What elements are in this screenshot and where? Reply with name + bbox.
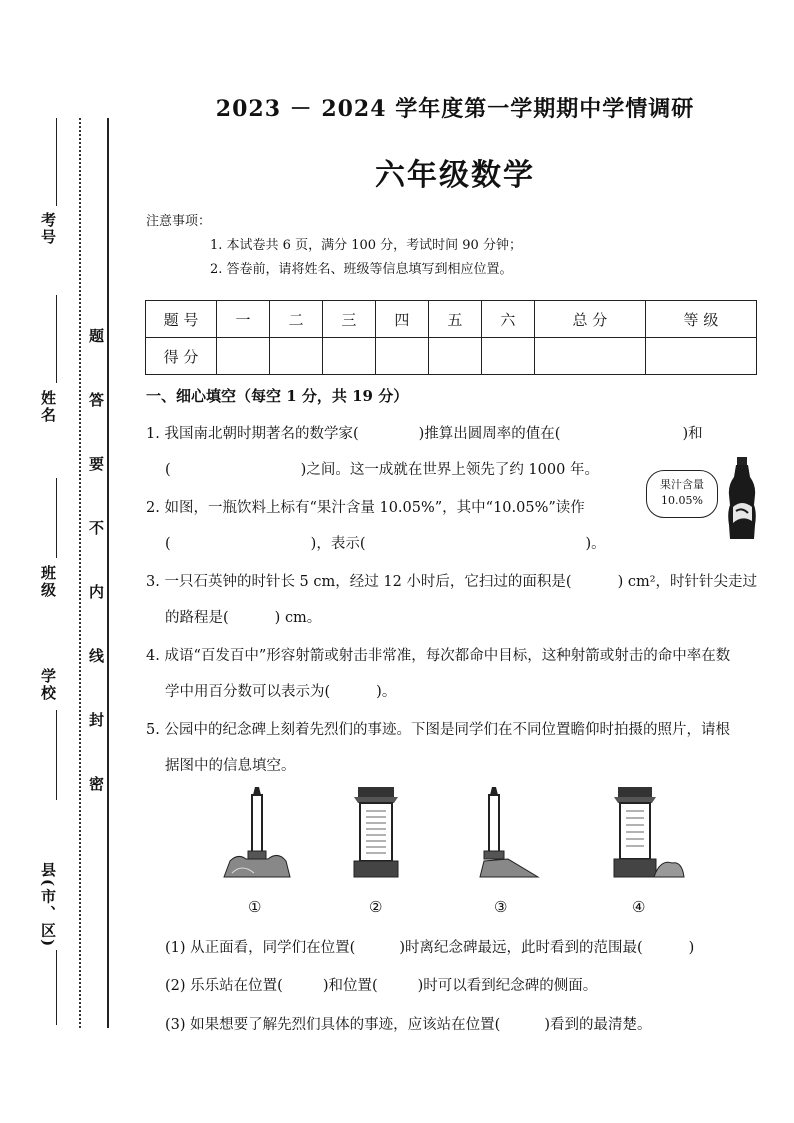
- score-cell[interactable]: [217, 338, 270, 375]
- question-1-line-1: [146, 422, 703, 443]
- score-header-cell: 等 级: [645, 301, 756, 338]
- photo-label: ④: [632, 898, 646, 916]
- s2-text-b: )和位置(: [322, 978, 378, 994]
- sub-question-3: [165, 1013, 651, 1034]
- photo-label: ③: [494, 898, 508, 916]
- q1-text-b: )推算出圆周率的值在(: [418, 426, 561, 442]
- photo-label: ②: [369, 898, 383, 916]
- score-table: [145, 300, 757, 375]
- school-rule: [56, 710, 57, 800]
- notes-item: 1. 本试卷共 6 页，满分 100 分，考试时间 90 分钟；: [210, 238, 522, 253]
- q4-text-b: 学中用百分数可以表示为(: [165, 684, 331, 700]
- question-5-line-1: [146, 718, 730, 739]
- score-header-cell: 三: [322, 301, 375, 338]
- s1-text-a: (1) 从正面看，同学们在位置(: [165, 940, 356, 956]
- score-header-cell: 六: [481, 301, 534, 338]
- question-5-line-2: [165, 754, 296, 775]
- s1-text-b: )时离纪念碑最远，此时看到的范围最(: [399, 940, 643, 956]
- county-rule: [56, 950, 57, 1025]
- class-rule: [56, 478, 57, 558]
- q1-text-d: (: [165, 462, 171, 478]
- score-header-cell: 题 号: [146, 301, 217, 338]
- score-row-label: 得 分: [146, 338, 217, 375]
- score-cell[interactable]: [534, 338, 645, 375]
- sub-question-1: [165, 936, 694, 957]
- class-label: 班级: [39, 565, 57, 599]
- seal-char: 题: [87, 328, 105, 345]
- score-header-row: [146, 301, 757, 338]
- q5-text-b: 据图中的信息填空。: [165, 758, 296, 774]
- notes-block: [146, 210, 522, 282]
- s2-text-a: (2) 乐乐站在位置(: [165, 978, 283, 994]
- s1-text-c: ): [688, 940, 695, 956]
- score-header-cell: 四: [375, 301, 428, 338]
- photo-label: ①: [248, 898, 262, 916]
- score-header-cell: 二: [269, 301, 322, 338]
- score-cell[interactable]: [428, 338, 481, 375]
- notes-heading: 注意事项：: [146, 214, 212, 229]
- score-header-cell: 五: [428, 301, 481, 338]
- margin-dotted-line: [79, 118, 81, 1028]
- monument-photo-3-icon: [478, 785, 540, 880]
- seal-char: 密: [87, 776, 105, 793]
- exam-number-rule: [56, 118, 57, 206]
- s3-text-a: (3) 如果想要了解先烈们具体的事迹，应该站在位置(: [165, 1017, 501, 1033]
- seal-char: 内: [87, 584, 105, 601]
- q2-text-b: (: [165, 536, 171, 552]
- notes-item: 2. 答卷前，请将姓名、班级等信息填写到相应位置。: [210, 262, 513, 277]
- s3-text-b: )看到的最清楚。: [544, 1017, 652, 1033]
- sub-question-2: [165, 974, 597, 995]
- score-cell[interactable]: [481, 338, 534, 375]
- monument-photo-1-icon: [222, 785, 292, 880]
- juice-label-bubble: [646, 470, 718, 518]
- question-4-line-2: [165, 680, 396, 701]
- county-label: 县(市、区): [39, 862, 57, 949]
- q1-text-c: )和: [682, 426, 703, 442]
- q2-text-a: 2. 如图，一瓶饮料上标有“果汁含量 10.05%”，其中“10.05%”读作: [146, 500, 585, 516]
- seal-char: 答: [87, 392, 105, 409]
- seal-char: 要: [87, 456, 105, 473]
- q2-text-d: )。: [585, 536, 606, 552]
- monument-photo-2-icon: [350, 785, 402, 880]
- score-cell[interactable]: [322, 338, 375, 375]
- bubble-text: 果汁含量: [660, 478, 704, 491]
- question-2-line-1: [146, 496, 585, 517]
- q3-text-d: ) cm。: [274, 610, 322, 626]
- question-2-line-2: [165, 532, 606, 553]
- exam-number-label: 考号: [39, 212, 57, 246]
- q3-text-c: 的路程是(: [165, 610, 229, 626]
- name-label: 姓名: [39, 390, 57, 424]
- margin-solid-line: [107, 118, 109, 1028]
- question-3-line-2: [165, 606, 321, 627]
- score-value-row: [146, 338, 757, 375]
- q4-text-a: 4. 成语“百发百中”形容射箭或射击非常准，每次都命中目标，这种射箭或射击的命中率在数: [146, 648, 731, 664]
- seal-char: 封: [87, 712, 105, 729]
- exam-subtitle: 六年级数学: [375, 158, 535, 193]
- section-title: 一、细心填空（每空 1 分，共 19 分）: [146, 387, 409, 405]
- question-1-line-2: [165, 458, 599, 479]
- seal-char: 线: [87, 648, 105, 665]
- monument-photo-4-icon: [610, 785, 686, 880]
- score-header-cell: 一: [217, 301, 270, 338]
- q2-text-c: )，表示(: [310, 536, 366, 552]
- score-cell[interactable]: [645, 338, 756, 375]
- question-3-line-1: [146, 570, 757, 591]
- score-cell[interactable]: [375, 338, 428, 375]
- q4-text-c: )。: [376, 684, 397, 700]
- name-rule: [56, 295, 57, 383]
- juice-bottle-icon: [724, 455, 760, 543]
- school-label: 学校: [39, 668, 57, 702]
- bubble-text: 10.05%: [661, 494, 703, 507]
- question-4-line-1: [146, 644, 730, 665]
- exam-title: 2023 － 2024 学年度第一学期期中学情调研: [215, 96, 695, 122]
- q1-text-a: 1. 我国南北朝时期著名的数学家(: [146, 426, 359, 442]
- q5-text-a: 5. 公园中的纪念碑上刻着先烈们的事迹。下图是同学们在不同位置瞻仰时拍摄的照片，请根: [146, 722, 730, 738]
- score-cell[interactable]: [269, 338, 322, 375]
- seal-char: 不: [87, 520, 105, 537]
- q1-text-e: )之间。这一成就在世界上领先了约 1000 年。: [300, 462, 599, 478]
- score-header-cell: 总 分: [534, 301, 645, 338]
- q3-text-a: 3. 一只石英钟的时针长 5 cm，经过 12 小时后，它扫过的面积是(: [146, 574, 572, 590]
- q3-text-b: ) cm²，时针针尖走过: [617, 574, 758, 590]
- s2-text-c: )时可以看到纪念碑的侧面。: [417, 978, 598, 994]
